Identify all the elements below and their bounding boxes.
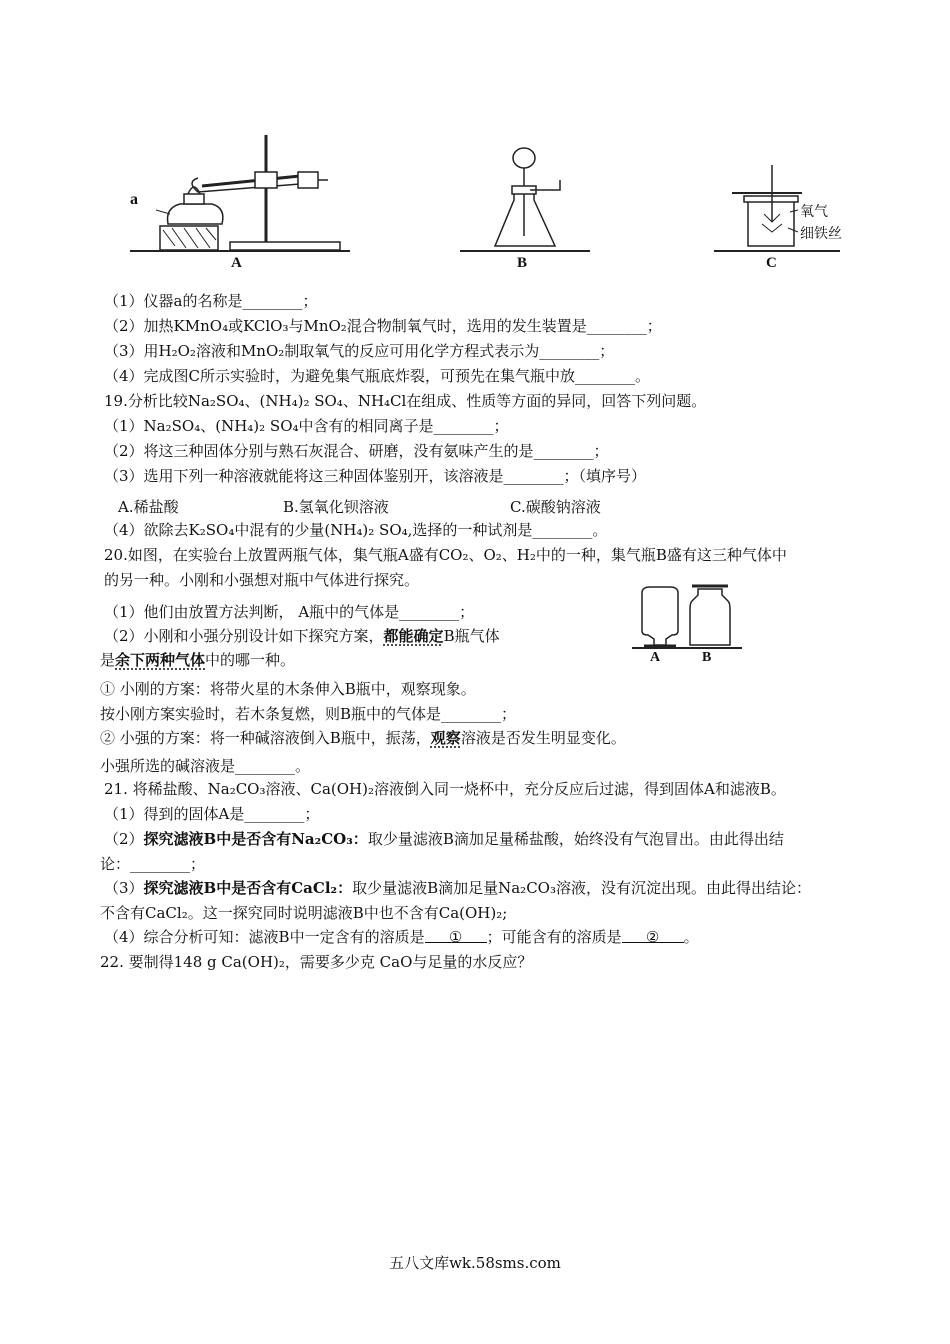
gas-jars-figure <box>630 583 750 663</box>
q22-stem: 22. 要制得148 g Ca(OH)₂，需要多少克 CaO与足量的水反应？ <box>100 953 533 971</box>
q21-part4-middle: ；可能含有的溶质是 <box>486 928 622 946</box>
q21-part2-heading: 探究滤液B中是否含有Na₂CO₃： <box>143 830 368 848</box>
q21-part3-num: （3） <box>104 879 144 897</box>
q21-part2 <box>104 828 784 850</box>
q21-part4 <box>104 926 699 948</box>
q21-part2-text: 取少量滤液B滴加足量稀盐酸，始终没有气泡冒出。由此得出结 <box>367 830 784 848</box>
q19-part3: （3）选用下列一种溶液就能将这三种固体鉴别开，该溶液是________；（填序号） <box>104 467 647 485</box>
q20-plan2-emphasis: 观察 <box>430 729 461 747</box>
q20-part2-text-end: B瓶气体 <box>443 627 500 645</box>
q20-plan2-question: 小强所选的碱溶液是________。 <box>100 757 311 775</box>
apparatus-b-drawing <box>460 148 590 251</box>
q21-part3-heading: 探究滤液B中是否含有CaCl₂： <box>143 879 353 897</box>
q20-part1: （1）他们由放置方法判断， A瓶中的气体是________； <box>104 603 475 621</box>
q20-part2-cont-emphasis: 余下两种气体 <box>115 651 206 669</box>
q18-part4: （4）完成图C所示实验时，为避免集气瓶底炸裂，可预先在集气瓶中放________。 <box>104 367 651 385</box>
q19-stem: 19.分析比较Na₂SO₄、(NH₄)₂ SO₄、NH₄Cl在组成、性质等方面的异同，回答下列问题。 <box>104 392 707 410</box>
q20-plan1-question: 按小刚方案实验时，若木条复燃，则B瓶中的气体是________； <box>100 705 517 723</box>
q21-part3 <box>104 877 811 899</box>
q18-part1: （1）仪器a的名称是________； <box>104 292 318 310</box>
apparatus-a-label: A <box>231 255 242 271</box>
q21-part4-blank1: ① <box>425 926 487 943</box>
q21-part2-cont: 论：________； <box>100 855 206 873</box>
q20-plan1: ① 小刚的方案：将带火星的木条伸入B瓶中，观察现象。 <box>100 680 476 698</box>
jar-a-label: A <box>650 650 661 665</box>
footer-watermark: 五八文库wk.58sms.com <box>389 1254 561 1272</box>
iron-wire-annotation: 细铁丝 <box>800 226 842 242</box>
apparatus-a-drawing <box>130 135 350 251</box>
q21-part4-blank2: ② <box>622 926 684 943</box>
oxygen-annotation: 氧气 <box>800 204 828 220</box>
q20-plan2-text-end: 溶液是否发生明显变化。 <box>460 729 626 747</box>
q20-stem-line1: 20.如图，在实验台上放置两瓶气体，集气瓶A盛有CO₂、O₂、H₂中的一种，集气瓶B盛有这三种气体中 <box>104 546 787 564</box>
q20-plan2 <box>100 727 626 749</box>
q19-part2: （2）将这三种固体分别与熟石灰混合、研磨，没有氨味产生的是________； <box>104 442 609 460</box>
q19-option-a: A.稀盐酸 <box>118 498 179 516</box>
q21-part3-text: 取少量滤液B滴加足量Na₂CO₃溶液，没有沉淀出现。由此得出结论： <box>352 879 811 897</box>
q19-part4: （4）欲除去K₂SO₄中混有的少量(NH₄)₂ SO₄,选择的一种试剂是________。 <box>104 521 608 539</box>
apparatus-b-label: B <box>517 255 528 271</box>
apparatus-c-label: C <box>766 255 777 271</box>
q20-part2-text: （2）小刚和小强分别设计如下探究方案， <box>104 627 384 645</box>
q21-part3-cont: 不含有CaCl₂。这一探究同时说明滤液B中也不含有Ca(OH)₂; <box>100 904 508 922</box>
q21-part4-text: （4）综合分析可知：滤液B中一定含有的溶质是 <box>104 928 425 946</box>
q18-part2: （2）加热KMnO₄或KClO₃与MnO₂混合物制氧气时，选用的发生装置是________； <box>104 317 662 335</box>
q20-part2-emphasis: 都能确定 <box>383 627 444 645</box>
q21-part4-end: 。 <box>683 928 699 946</box>
q20-stem-line2: 的另一种。小刚和小强想对瓶中气体进行探究。 <box>104 571 420 589</box>
q19-part1: （1）Na₂SO₄、(NH₄)₂ SO₄中含有的相同离子是________； <box>104 417 509 435</box>
q20-part2-cont-start: 是 <box>100 651 116 669</box>
apparatus-a-instrument-label: a <box>130 191 138 208</box>
q19-option-b: B.氢氧化钡溶液 <box>283 498 389 516</box>
q21-part2-num: （2） <box>104 830 144 848</box>
q19-option-c: C.碳酸钠溶液 <box>510 498 601 516</box>
q20-part2 <box>104 625 500 647</box>
q18-part3: （3）用H₂O₂溶液和MnO₂制取氧气的反应可用化学方程式表示为________； <box>104 342 615 360</box>
q21-stem: 21. 将稀盐酸、Na₂CO₃溶液、Ca(OH)₂溶液倒入同一烧杯中，充分反应后过滤，得到固体A和滤液B。 <box>104 780 786 798</box>
q20-part2-cont-end: 中的哪一种。 <box>205 651 296 669</box>
jar-b-label: B <box>702 650 712 665</box>
q20-plan2-text: ② 小强的方案：将一种碱溶液倒入B瓶中，振荡， <box>100 729 431 747</box>
q21-part1: （1）得到的固体A是________； <box>104 805 320 823</box>
q20-part2-cont <box>100 649 295 671</box>
